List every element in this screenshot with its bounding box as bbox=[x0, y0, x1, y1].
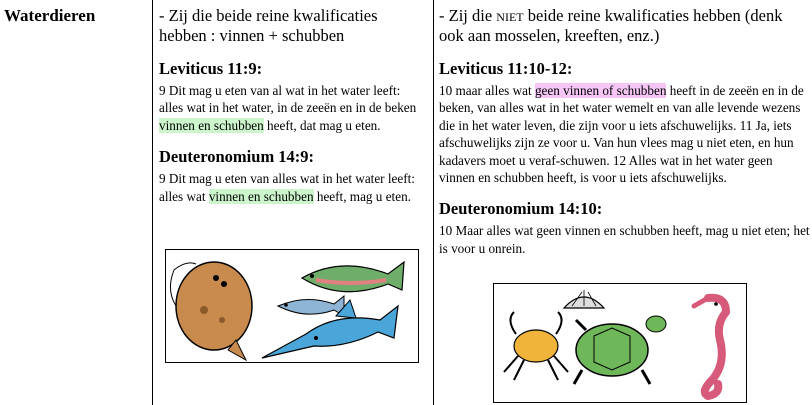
row-label: Waterdieren bbox=[4, 6, 96, 25]
sea-creatures-illustration-icon bbox=[493, 283, 747, 403]
verse-text: heeft in de zeeën en in de beken, van alles wat in het water wemelt en van alle levende wezens die in het water leven, die zijn voor u iets afschuwelijks. 11 Ja, iets afschuwelijks zijn ze voor u. Van hun vlees mag u niet eten, en hun kadavers moet u veraf-schuwen. 12 Alles wat in het water geen vinnen en schubben heeft, is voor u iets afschuwelijks. bbox=[439, 83, 804, 186]
passage-ref: Leviticus 11:10-12: bbox=[439, 59, 573, 78]
highlighted-phrase: vinnen en schubben bbox=[159, 117, 264, 133]
passage-text bbox=[159, 82, 427, 134]
seahorse-icon bbox=[694, 298, 726, 396]
crab-icon bbox=[504, 312, 568, 380]
column-divider bbox=[433, 0, 434, 405]
small-fish-icon bbox=[278, 296, 344, 316]
emphasis-word: niet bbox=[496, 6, 524, 25]
row-label-cell bbox=[4, 0, 150, 26]
passage-text bbox=[159, 170, 427, 205]
intro-text: - Zij die bbox=[439, 6, 497, 25]
verse-text: 10 maar alles wat bbox=[439, 83, 535, 98]
highlighted-phrase: geen vinnen of schubben bbox=[534, 83, 667, 98]
clean-intro: - Zij die beide reine kwalificaties hebben : vinnen + schubben bbox=[159, 6, 378, 45]
highlighted-phrase: vinnen en schubben bbox=[208, 188, 314, 204]
passage-ref: Deuteronomium 14:10: bbox=[439, 199, 603, 219]
clean-column bbox=[159, 0, 427, 205]
trout-icon bbox=[302, 262, 404, 292]
unclean-column bbox=[439, 0, 810, 257]
verse-text: 9 Dit mag u eten van al wat in het water leeft: alles wat in het water, in de zeeën en in de beken bbox=[159, 83, 417, 116]
column-divider bbox=[152, 0, 153, 405]
fish-illustration-icon bbox=[165, 249, 419, 363]
passage-text bbox=[439, 82, 810, 186]
unclean-intro bbox=[439, 6, 810, 46]
verse-text: 9 Dit mag u eten van alles wat in het water leeft: alles wat bbox=[159, 171, 415, 204]
verse-text: heeft, mag u eten. bbox=[313, 188, 411, 204]
verse-text: heeft, dat mag u eten. bbox=[263, 117, 381, 133]
clam-icon bbox=[564, 290, 604, 308]
passage-text: 10 Maar alles wat geen vinnen en schubben heeft, mag u niet eten; het is voor u onrein. bbox=[439, 223, 810, 256]
turtle-icon bbox=[574, 316, 666, 384]
flatfish-icon bbox=[170, 262, 252, 360]
passage-ref: Leviticus 11:9: bbox=[159, 59, 263, 78]
intro-text: beide reine kwalificaties hebben (denk ook aan mosselen, kreeften, enz.) bbox=[439, 6, 783, 45]
passage-ref: Deuteronomium 14:9: bbox=[159, 147, 315, 167]
